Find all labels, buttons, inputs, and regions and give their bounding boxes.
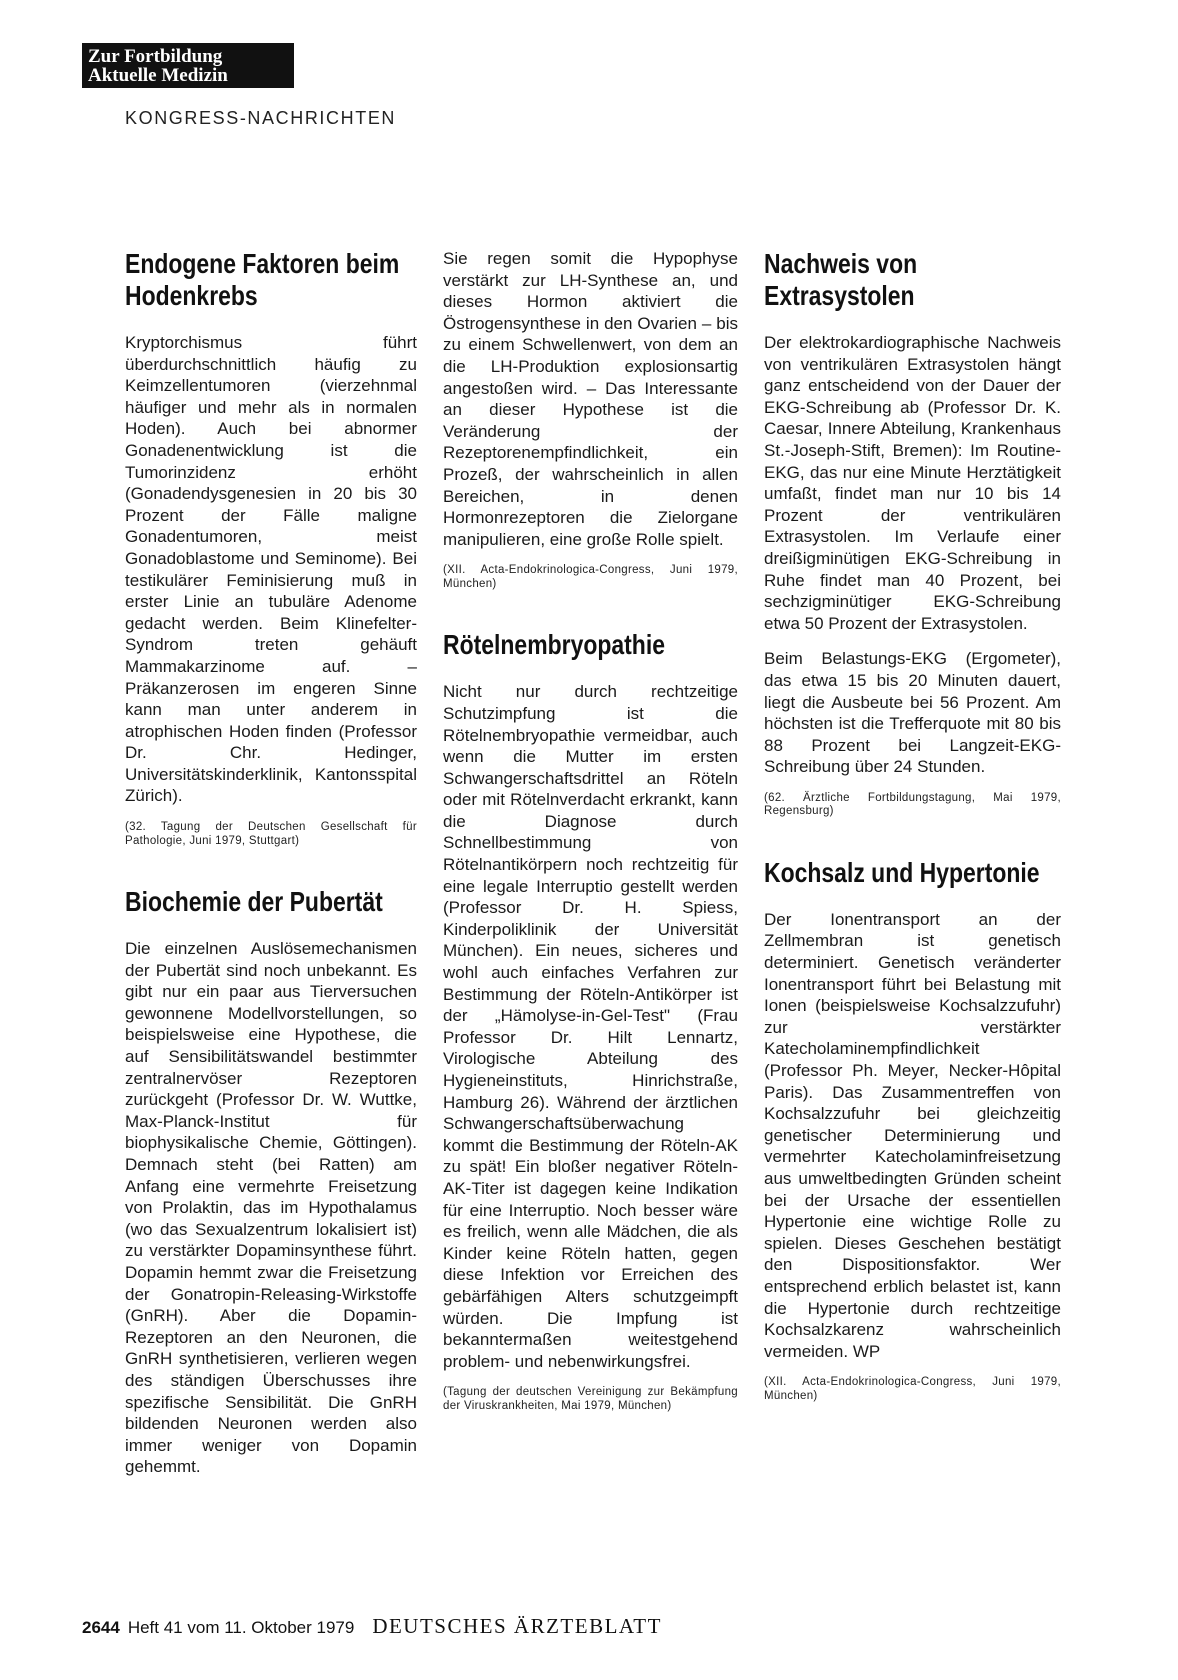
article-title-roetel: Rötelnembryopathie [443, 629, 665, 661]
column-2 [443, 248, 738, 1413]
article-title-kochsalz: Kochsalz und Hypertonie [764, 856, 1040, 888]
article-title-hodenkrebs: Endogene Faktoren beim Hodenkrebs [125, 248, 400, 311]
article-title-extrasystolen: Nachweis von Extrasystolen [764, 248, 918, 311]
rubric-label [82, 43, 294, 88]
article-body-kochsalz: Der Ionentransport an der Zellmembran ist genetisch determiniert. Genetisch veränderter Ionentransport führt bei Belastung mit Ionen (beispielsweise Kochsalzzufuhr) zur verstärkter Katecholaminempfindlichkeit (Professor Ph. Meyer, Necker-Hôpital Paris). Das Zusammentreffen von Kochsalzzufuhr bei gleichzeitig genetischer Determinierung und vermehrter Katecholaminfreisetzung aus umweltbedingten Gründen scheint bei der Ursache der essentiellen Hypertonie eine wichtige Rolle zu spielen. Dieses Geschehen bestätigt den Dispositionsfaktor. Wer entsprechend erblich belastet ist, kann die Hypertonie durch rechtzeitige Kochsalzkarenz wahrscheinlich vermeiden. WP [764, 909, 1061, 1361]
column-3 [764, 248, 1061, 1403]
column-1 [125, 248, 417, 1478]
page-number: 2644 [82, 1618, 120, 1637]
article-body-hodenkrebs: Kryptorchismus führt überdurchschnittlich häufig zu Keimzellentumoren (vierzehnmal häufiger und mehr als in normalen Hoden). Auch bei abnormer Gonadenentwicklung ist die Tumorinzidenz erhöht (Gonadendysgenesien in 20 bis 30 Prozent der Fälle maligne Gonadentumoren, meist Gonadoblastome und Seminome). Bei testikulärer Feminisierung muß in erster Linie an tubuläre Adenome gedacht werden. Beim Klinefelter-Syndrom treten gehäuft Mammakarzinome auf. – Präkanzerosen im engeren Sinne kann man unter anderem in atrophischen Hoden finden (Professor Dr. Chr. Hedinger, Universitätskinderklinik, Kantonsspital Zürich). [125, 333, 417, 806]
article-body-pubertaet-continued: Sie regen somit die Hypophyse verstärkt zur LH-Synthese an, und dieses Hormon aktiviert die Östrogensynthese in den Ovarien – bis zu einem Schwellenwert, von dem an die LH-Produktion explosionsartig angestoßen wird. – Das Interessante an dieser Hypothese ist die Veränderung der Rezeptorenempfindlichkeit, ein Prozeß, der wahrscheinlich in allen Bereichen, in denen Hormonrezeptoren die Zielorgane manipulieren, eine große Rolle spielt. [443, 249, 738, 549]
article-source-kochsalz: (XII. Acta-Endokrinologica-Congress, Juni 1979, München) [764, 1376, 1061, 1402]
article-source-hodenkrebs: (32. Tagung der Deutschen Gesellschaft für Pathologie, Juni 1979, Stuttgart) [125, 821, 417, 847]
article-source-extrasystolen: (62. Ärztliche Fortbildungstagung, Mai 1979, Regensburg) [764, 791, 1061, 818]
article-title-pubertaet: Biochemie der Pubertät [125, 886, 383, 918]
article-body-extrasystolen-1: Der elektrokardiographische Nachweis von ventrikulären Extrasystolen hängt ganz entscheidend von der Dauer der EKG-Schreibung ab (Professor Dr. K. Caesar, Innere Abteilung, Krankenhaus St.-Joseph-Stift, Bremen): Im Routine-EKG, das nur eine Minute Herztätigkeit umfaßt, findet man nur 10 bis 14 Prozent der ventrikulären Extrasystolen. Im Verlaufe einer dreißigminütigen EKG-Schreibung in Ruhe findet man 40 Prozent, bei sechzigminütiger EKG-Schreibung etwa 50 Prozent der Extrasystolen. [764, 333, 1061, 633]
journal-name: DEUTSCHES ÄRZTEBLATT [372, 1614, 662, 1638]
rubric-line-2: Aktuelle Medizin [88, 65, 228, 86]
article-body-pubertaet: Die einzelnen Auslösemechanismen der Pubertät sind noch unbekannt. Es gibt nur ein paar aus Tierversuchen gewonnene Modellvorstellungen, so beispielsweise eine Hypothese, die auf Sensibilitätswandel bestimmter zentralnervöser Rezeptoren zurückgeht (Professor Dr. W. Wuttke, Max-Planck-Institut für biophysikalische Chemie, Göttingen). Demnach steht (bei Ratten) am Anfang eine vermehrte Freisetzung von Prolaktin, das im Hypothalamus (wo das Sexualzentrum lokalisiert ist) zu verstärkter Dopaminsynthese führt. Dopamin hemmt zwar die Freisetzung der Gonatropin-Releasing-Wirkstoffe (GnRH). Aber die Dopamin-Rezeptoren an den Neuronen, die GnRH synthetisieren, verlieren wegen des ständigen Überschusses ihre spezifische Sensibilität. Die GnRH bildenden Neuronen werden also immer weniger von Dopamin gehemmt. [125, 939, 417, 1477]
article-body-extrasystolen-2: Beim Belastungs-EKG (Ergometer), das etwa 15 bis 20 Minuten dauert, liegt die Ausbeute bei 56 Prozent. Am höchsten ist die Trefferquote mit 80 bis 88 Prozent bei Langzeit-EKG-Schreibung über 24 Stunden. [764, 649, 1061, 777]
article-source-pubertaet: (XII. Acta-Endokrinologica-Congress, Juni 1979, München) [443, 564, 738, 590]
article-body-roetel: Nicht nur durch rechtzeitige Schutzimpfung ist die Rötelnembryopathie vermeidbar, auch wenn die Mutter im ersten Schwangerschaftsdrittel an Röteln oder mit Rötelnverdacht erkrankt, kann die Diagnose durch Schnellbestimmung von Rötelnantikörpern noch rechtzeitig für eine legale Interruptio gestellt werden (Professor Dr. H. Spiess, Kinderpoliklinik der Universität München). Ein neues, sicheres und wohl auch einfaches Verfahren zur Bestimmung der Röteln-Antikörper ist der „Hämolyse-in-Gel-Test" (Frau Professor Dr. Hilt Lennartz, Virologische Abteilung des Hygieneinstituts, Hinrichstraße, Hamburg 26). Während der ärztlichen Schwangerschaftsüberwachung kommt die Bestimmung der Röteln-AK zu spät! Ein bloßer negativer Röteln-AK-Titer ist dagegen keine Indikation für eine Interruptio. Noch besser wäre es freilich, wenn alle Mädchen, die als Kinder keine Röteln hatten, gegen diese Infektion vor Erreichen des gebärfähigen Alters schutzgeimpft würden. Die Impfung ist bekanntermaßen weitestgehend problem- und nebenwirkungsfrei. [443, 682, 738, 1371]
page-footer [82, 1614, 662, 1639]
article-source-roetel: (Tagung der deutschen Vereinigung zur Bekämpfung der Viruskrankheiten, Mai 1979, München) [443, 1386, 738, 1412]
rubric-line-1: Zur Fortbildung [88, 46, 223, 67]
issue-info: Heft 41 vom 11. Oktober 1979 [127, 1618, 355, 1637]
section-heading: KONGRESS-NACHRICHTEN [125, 108, 397, 128]
